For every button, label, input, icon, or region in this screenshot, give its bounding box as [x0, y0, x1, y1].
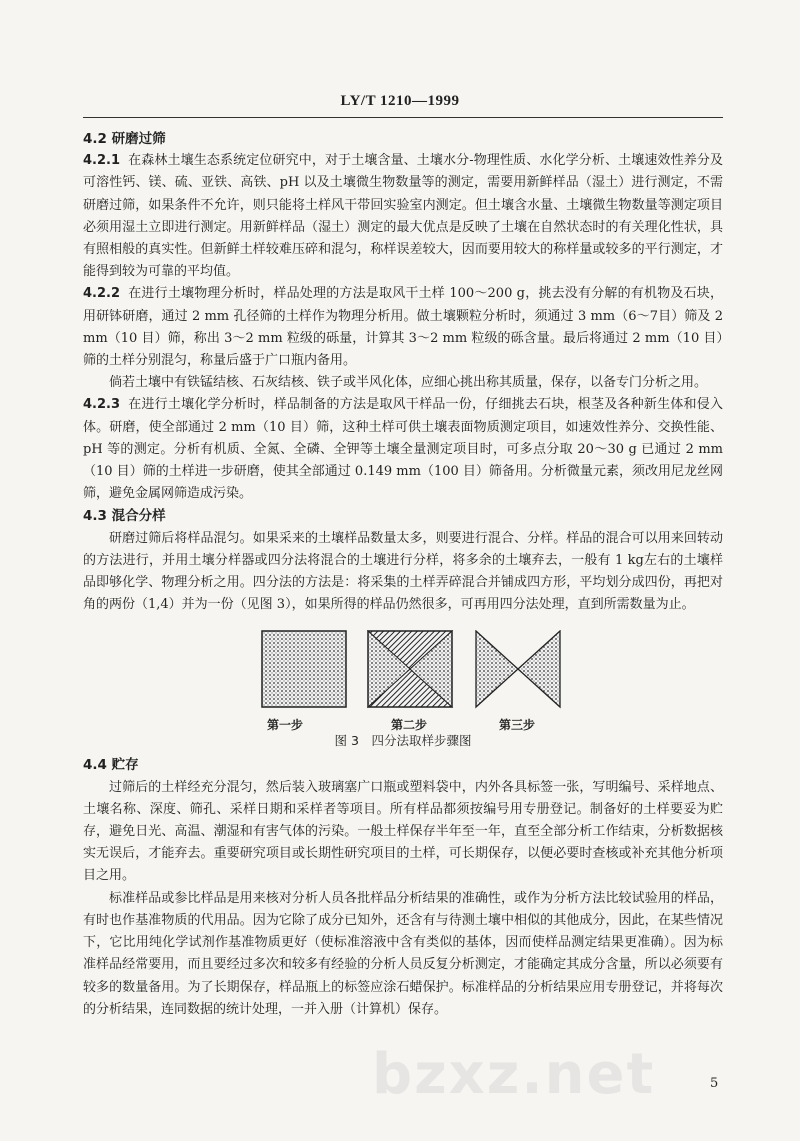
standard-code-header: LY/T 1210—1999: [340, 93, 460, 109]
step2-label: 第二步: [391, 718, 428, 733]
section-title-4-2: 4.2 研磨过筛: [83, 131, 166, 147]
paragraph-4-2-1: [83, 150, 723, 283]
header-rule: [83, 117, 723, 118]
step3-label: 第三步: [499, 718, 536, 733]
watermark: bzxz.net: [372, 1042, 656, 1107]
step3-bowtie-diagram: [475, 630, 563, 710]
clause-text: 在森林土壤生态系统定位研究中，对于土壤含量、土壤水分-物理性质、水化学分析、土壤速效性养分及可溶性钙、镁、硫、亚铁、高铁、pH 以及土壤微生物数量等的测定，需要用新鲜样品（湿土）进行测定，不需研磨过筛，如果条件不允许，则只能将土样风干带回实验室内测定。但土壤含水量、土壤微生物数量等测定项目必须用湿土立即进行测定。用新鲜样品（湿土）测定的最大优点是反映了土壤在自然状态时的有关理化性状，具有照相般的真实性。但新鲜土样较难压碎和混匀，称样误差较大，因而要用较大的称样量或较多的平行测定，才能得到较为可靠的平均值。: [83, 153, 723, 280]
paragraph-4-4-a: 过筛后的土样经充分混匀，然后装入玻璃塞广口瓶或塑料袋中，内外各具标签一张，写明编号、采样地点、土壤名称、深度、筛孔、采样日期和采样者等项目。所有样品都须按编号用专册登记。制备好的土样要妥为贮存，避免日光、高温、潮湿和有害气体的污染。一般土样保存半年至一年，直至全部分析工作结束，分析数据核实无误后，才能弃去。重要研究项目或长期性研究项目的土样，可长期保存，以便必要时查核或补充其他分析项目之用。: [83, 779, 723, 884]
paragraph-4-2-3: [83, 394, 723, 505]
document-body: [83, 128, 723, 1021]
paragraph-4-4-b: 标准样品或参比样品是用来核对分析人员各批样品分析结果的准确性，或作为分析方法比较试验用的样品，有时也作基准物质的代用品。因为它除了成分已知外，还含有与待测土壤中相似的其他成分，因此，在某些情况下，它比用纯化学试剂作基准物质更好（使标准溶液中含有类似的基体，因而使样品测定结果更准确）。因为标准样品经常要用，而且要经过多次和较多有经验的分析人员反复分析测定，才能确定其成分含量，所以必须要有较多的数量备用。为了长期保存，样品瓶上的标签应涂石蜡保护。标准样品的分析结果应用专册登记，并将每次的分析结果，连同数据的统计处理，一并入册（计算机）保存。: [83, 890, 723, 1017]
figure-caption: 图 3 四分法取样步骤图: [334, 733, 472, 749]
clause-text: 在进行土壤物理分析时，样品处理的方法是取风干土样 100～200 g，挑去没有分解的有机物及石块，用研钵研磨，通过 2 mm 孔径筛的土样作为物理分析用。做土壤颗粒分析时，须通过 3 mm（6～7目）筛及 2 mm（10 目）筛，称出 3～2 mm 粒级的砾量，计算其 3～2 mm 粒级的砾含量。最后将通过 2 mm（10 目）筛的土样分别混匀，称量后盛于广口瓶内备用。: [83, 286, 723, 369]
page-number: 5: [710, 1076, 719, 1091]
clause-number: 4.2.1: [83, 153, 121, 169]
step1-label: 第一步: [267, 718, 304, 733]
section-title-4-3: 4.3 混合分样: [83, 508, 166, 525]
clause-text: 在进行土壤化学分析时，样品制备的方法是取风干样品一份，仔细挑去石块，根茎及各种新生体和侵入体。研磨，使全部通过 2 mm（10 目）筛，这种土样可供土壤表面物质测定项目，如速效性养分、交换性能、pH 等的测定。分析有机质、全氮、全磷、全钾等土壤全量测定项目时，可多点分取 20～30 g 已通过 2 mm（10 目）筛的土样进一步研磨，使其全部通过 0.149 mm（100 目）筛备用。分析微量元素，须改用尼龙丝网筛，避免金属网筛造成污染。: [83, 397, 723, 502]
section-title-4-4: 4.4 贮存: [83, 757, 139, 774]
paragraph-4-2-2-note: 倘若土壤中有铁锰结核、石灰结核、铁子或半风化体，应细心挑出称其质量，保存，以备专门分析之用。: [109, 375, 708, 391]
clause-number: 4.2.2: [83, 286, 121, 302]
paragraph-4-3: 研磨过筛后将样品混匀。如果采来的土壤样品数量太多，则要进行混合、分样。样品的混合可以用来回转动的方法进行，并用土壤分样器或四分法将混合的土壤进行分样，将多余的土壤弃去，一般有 1 kg左右的土壤样品即够化学、物理分析之用。四分法的方法是：将采集的土样弄碎混合并铺成四方形，平均划分成四份，再把对角的两份（1,4）并为一份（见图 3），如果所得的样品仍然很多，可再用四分法处理，直到所需数量为止。: [83, 530, 723, 613]
paragraph-4-2-2: [83, 283, 723, 372]
figure-quartering: [83, 626, 723, 754]
clause-number: 4.2.3: [83, 397, 121, 413]
step2-divided-square-diagram: [367, 630, 455, 710]
step1-square-diagram: [261, 630, 349, 710]
